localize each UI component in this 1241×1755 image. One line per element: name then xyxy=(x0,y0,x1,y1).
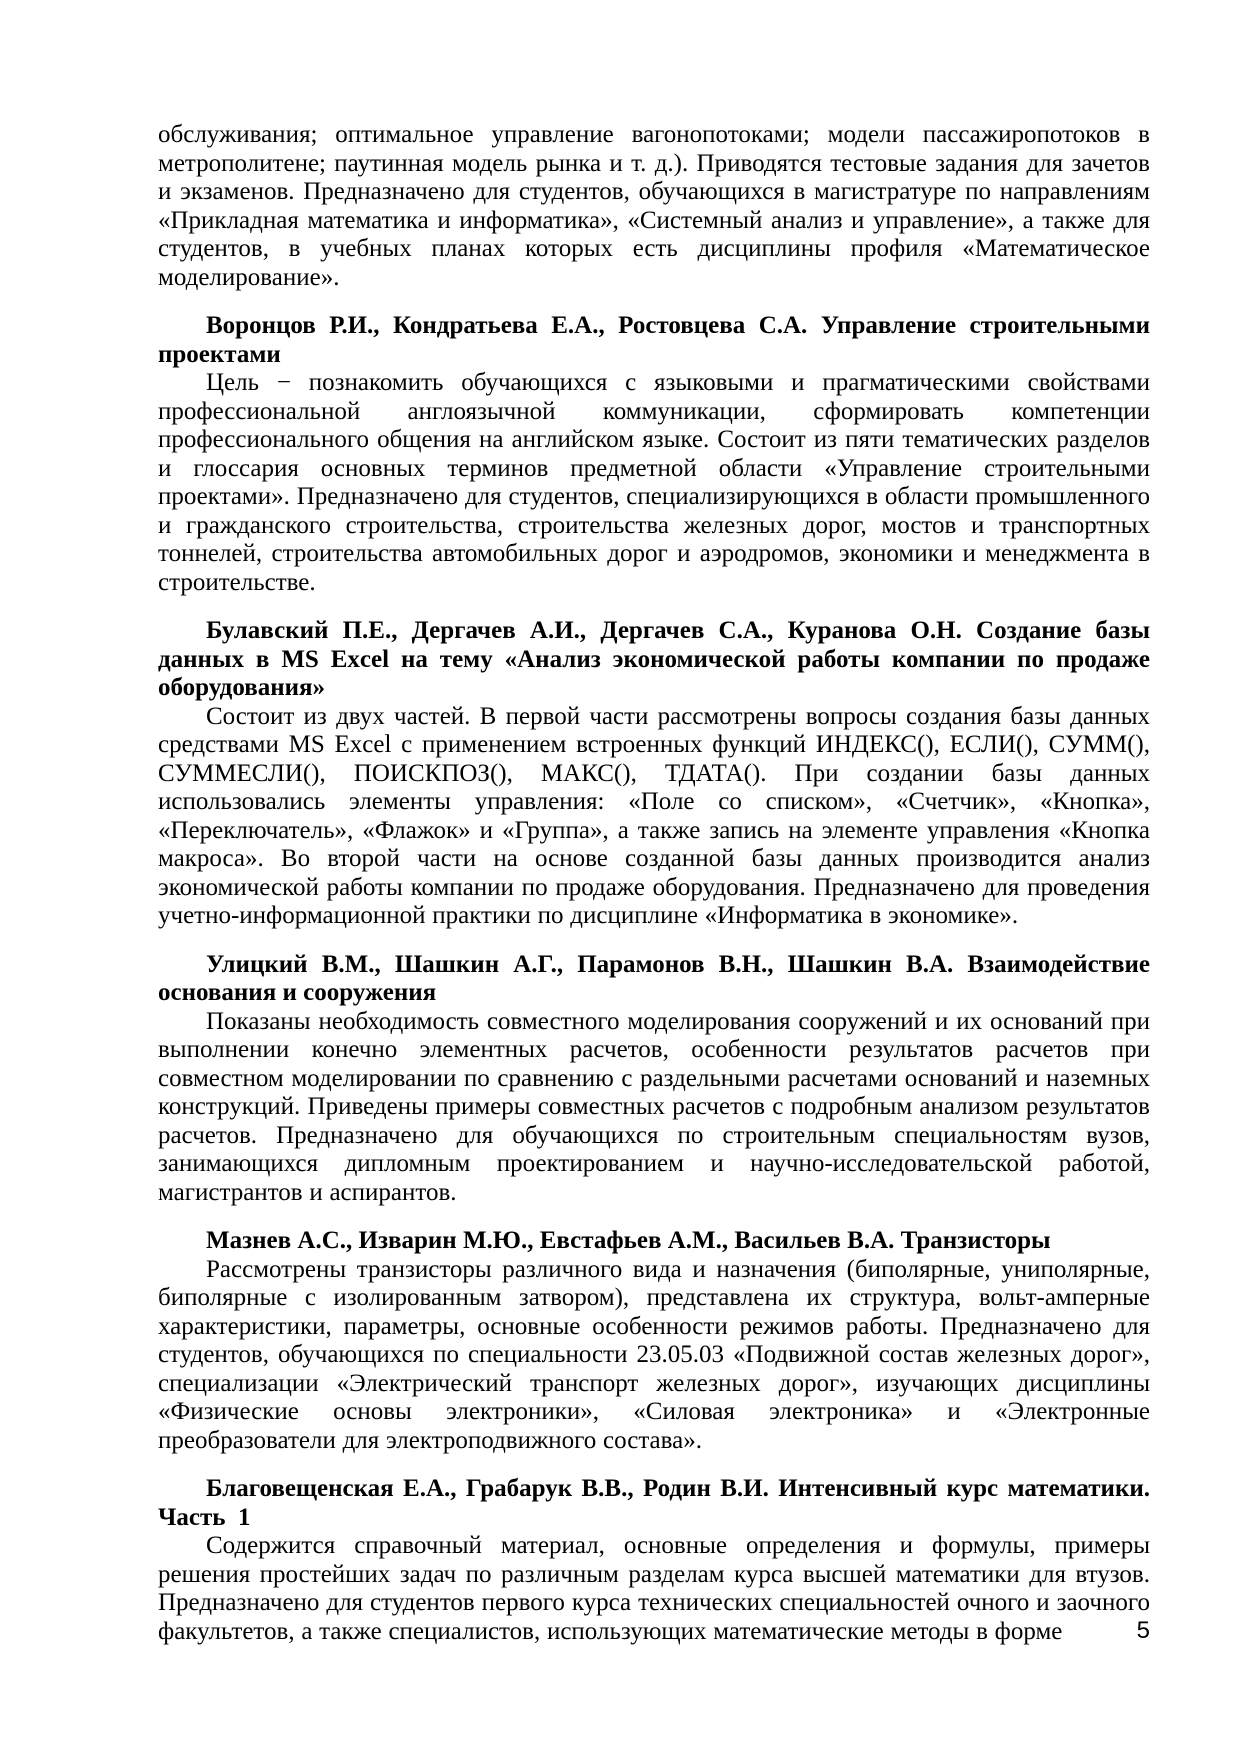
heading-ulitsky-foundation-structure: Улицкий В.М., Шашкин А.Г., Парамонов В.Н., Шашкин В.А. Взаимодействие основания и сооружения xyxy=(158,950,1150,1006)
page-number: 5 xyxy=(1136,1617,1150,1644)
heading-bulavsky-ms-excel-database: Булавский П.Е., Дергачев А.И., Дергачев С.А., Куранова О.Н. Создание базы данных в MS Excel на тему «Анализ экономической работы компании по продаже оборудования» xyxy=(158,617,1150,701)
heading-blagoveshchenskaya-math-course: Благовещенская Е.А., Грабарук В.В., Родин В.И. Интенсивный курс математики. Часть 1 xyxy=(158,1475,1150,1531)
paragraph-ulitsky-annotation: Показаны необходимость совместного моделирования сооружений и их оснований при выполнении конечно элементных расчетов, особенности результатов расчетов при совместном моделировании по сравнению с раздельными расчетами оснований и наземных конструкций. Приведены примеры совместных расчетов с подробным анализом результатов расчетов. Предназначено для обучающихся по строительным специальностям вузов, занимающихся дипломным проектированием и научно-исследовательской работой, магистрантов и аспирантов. xyxy=(158,1007,1150,1206)
paragraph-bulavsky-annotation: Состоит из двух частей. В первой части рассмотрены вопросы создания базы данных средствами MS Excel с применением встроенных функций ИНДЕКС(), ЕСЛИ(), СУММ(), СУММЕСЛИ(), ПОИСКПОЗ(), МАКС(), ТДАТА(). При создании базы данных использовались элементы управления: «Поле со списком», «Счетчик», «Кнопка», «Переключатель», «Флажок» и «Группа», а также запись на элементе управления «Кнопка макроса». Во второй части на основе созданной базы данных производится анализ экономической работы компании по продаже оборудования. Предназначено для проведения учетно-информационной практики по дисциплине «Информатика в экономике». xyxy=(158,702,1150,929)
heading-maznev-transistors: Мазнев А.С., Изварин М.Ю., Евстафьев А.М., Васильев В.А. Транзисторы xyxy=(206,1227,1051,1254)
paragraph-continuation-modeling: обслуживания; оптимальное управление вагонопотоками; модели пассажиропотоков в метрополитене; паутинная модель рынка и т. д.). Приводятся тестовые задания для зачетов и экзаменов. Предназначено для студентов, обучающихся в магистратуре по направлениям «Прикладная математика и информатика», «Системный анализ и управление», а также для студентов, в учебных планах которых есть дисциплины профиля «Математическое моделирование». xyxy=(158,121,1150,291)
paragraph-blagoveshchenskaya-annotation: Содержится справочный материал, основные определения и формулы, примеры решения простейших задач по различным разделам курса высшей математики для втузов. Предназначено для студентов первого курса технических специальностей очного и заочного факультетов, а также специалистов, использующих математические методы в форме xyxy=(158,1532,1150,1645)
heading-vorontsov-construction-projects: Воронцов Р.И., Кондратьева Е.А., Ростовцева С.А. Управление строительными проектами xyxy=(158,312,1150,368)
page-content xyxy=(158,121,1150,1646)
paragraph-vorontsov-annotation: Цель − познакомить обучающихся с языковыми и прагматическими свойствами профессиональной англоязычной коммуникации, сформировать компетенции профессионального общения на английском языке. Состоит из пяти тематических разделов и глоссария основных терминов предметной области «Управление строительными проектами». Предназначено для студентов, специализирующихся в области промышленного и гражданского строительства, строительства железных дорог, мостов и транспортных тоннелей, строительства автомобильных дорог и аэродромов, экономики и менеджмента в строительстве. xyxy=(158,369,1150,596)
paragraph-maznev-annotation: Рассмотрены транзисторы различного вида и назначения (биполярные, униполярные, биполярные с изолированным затвором), представлена их структура, вольт-амперные характеристики, параметры, основные особенности режимов работы. Предназначено для студентов, обучающихся по специальности 23.05.03 «Подвижной состав железных дорог», специализации «Электрический транспорт железных дорог», изучающих дисциплины «Физические основы электроники», «Силовая электроника» и «Электронные преобразователи для электроподвижного состава». xyxy=(158,1255,1150,1454)
